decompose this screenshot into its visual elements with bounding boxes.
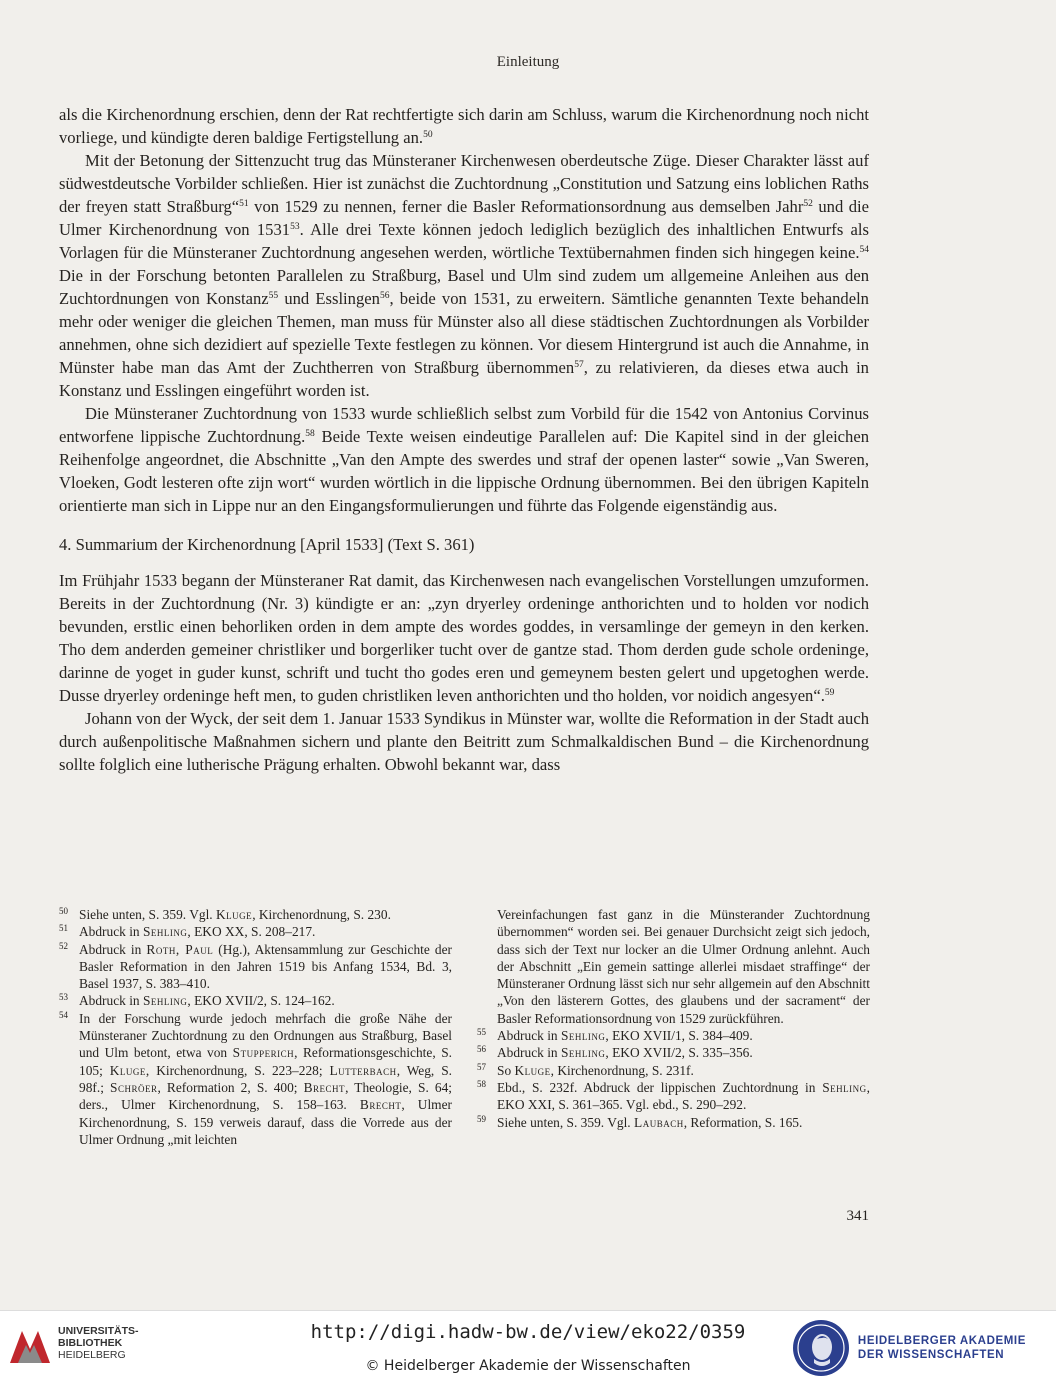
ub-logo-line: UNIVERSITÄTS- [58, 1325, 139, 1337]
author-name: Schröer [110, 1079, 158, 1095]
section-heading: 4. Summarium der Kirchenordnung [April 1533] (Text S. 361) [59, 535, 475, 554]
footnote [477, 1114, 870, 1131]
author-name: Sehling [560, 1045, 606, 1061]
paragraph-text: und Esslingen [278, 289, 380, 308]
footnote-text: , EKO XVII/1, S. 384–409. [605, 1028, 753, 1044]
footnote-ref[interactable]: 53 [290, 222, 300, 232]
footnote-number: 54 [59, 1009, 68, 1020]
footnote-ref[interactable]: 59 [824, 688, 835, 698]
author-name: Brecht [359, 1097, 402, 1113]
footnote [59, 923, 452, 940]
footnote-text: , Reformation, S. 165. [683, 1114, 803, 1130]
hadw-logo[interactable] [792, 1319, 1026, 1377]
footnote-text: , Kirchenordnung, S. 231f. [550, 1062, 694, 1078]
paragraph-text: Im Frühjahr 1533 begann der Münsteraner Rat damit, das Kirchenwesen nach evangelischen Vorstellungen umzuformen. Bereits in der Zuchtordnung (Nr. 3) kündigte er an: „zyn dryerley ordeninge anthorichten und to holden vor nodich bevunden, erstlic einen behorliken orden in dem ampte des wordes goddes, in versamlinge der gemeyn in den kerken. Tho dem anderden gemeiner christliker und borgerliker tucht over de gantze stad. Thom derden gude schole ordeninge, darinne de yoget in guder kunst, schrift und tucht tho godes eren und gemeynem besten gelert und upgetoghen werde. Dusse dryerley ordeninge heft men, to guden christliken leven anthorichten und tho holden, vor noidich angesyen“. [59, 571, 869, 705]
footnote-text: , Weg, S. 98f.; [79, 1062, 453, 1095]
footnote-number: 59 [477, 1113, 486, 1124]
author-name: Sehling [142, 993, 188, 1009]
footnote-number: 57 [477, 1061, 486, 1072]
footnote-text: Abdruck in [497, 1045, 561, 1061]
footnotes [59, 906, 870, 1148]
copyright-notice: © Heidelberger Akademie der Wissenschaften [365, 1358, 691, 1374]
paragraph [59, 402, 869, 517]
footnote-column-left [59, 906, 452, 1148]
footnote-column-right [477, 906, 870, 1148]
ub-logo-line: HEIDELBERG [58, 1349, 126, 1361]
paragraph [59, 149, 869, 402]
paragraph-text: . Alle drei Texte können jedoch lediglich bezüglich des inhaltlichen Entwurfs als Vorlagen für die Münsteraner Zuchtordnung angesehen werden, wörtliche Textübernahmen finden sich hingegen keine. [59, 220, 869, 262]
footnote [59, 906, 452, 923]
footnote-number: 55 [477, 1027, 486, 1038]
footnote [59, 992, 452, 1009]
footnote [477, 1027, 870, 1044]
ub-logo-line: BIBLIOTHEK [58, 1337, 123, 1349]
footnote-text: Abdruck in [79, 924, 143, 940]
running-title: Einleitung [496, 54, 560, 70]
footnote [477, 1044, 870, 1061]
footnote-ref[interactable]: 54 [859, 245, 869, 255]
paragraph-text: , zu relativieren, da dieses etwa auch in Konstanz und Esslingen eingeführt worden ist. [59, 358, 869, 400]
footnote-text: Abdruck in [79, 941, 147, 957]
page-number: 341 [846, 1208, 869, 1224]
footnote-text: , EKO XX, S. 208–217. [187, 924, 316, 940]
viewer-footer [0, 1310, 1056, 1391]
footnote [59, 941, 452, 993]
paragraph-text: Die Münsteraner Zuchtordnung von 1533 wurde schließlich selbst zum Vorbild für die 1542 von Antonius Corvinus entworfene lippische Zuchtordnung. [59, 404, 869, 446]
paragraph-text: Johann von der Wyck, der seit dem 1. Januar 1533 Syndikus in Münster war, wollte die Reformation in der Stadt auch durch außenpolitische Maßnahmen sichern und plante den Beitritt zum Schmalkaldischen Bund – die Kirchenordnung sollte folglich eine lutherische Prägung erhalten. Obwohl bekannt war, dass [59, 709, 869, 774]
footnote-text: , Reformationsgeschichte, S. 105; [79, 1045, 453, 1078]
paragraph-text: , beide von 1531, zu erweitern. Sämtliche genannten Texte behandeln mehr oder weniger die gleichen Themen, man muss für Münster also all diese städtischen Zuchtordnungen als Vorbilder annehmen, ohne sich dezidiert auf spezielle Texte festlegen zu können. Vor diesem Hintergrund ist auch die Annahme, in Münster habe man das Amt der Zuchtherren von Straßburg übernommen [59, 289, 869, 377]
main-text [59, 103, 869, 776]
footnote-number: 50 [59, 906, 68, 916]
author-name: Laubach [634, 1114, 684, 1130]
paragraph [59, 569, 869, 707]
footnote-ref[interactable]: 51 [239, 199, 249, 209]
permalink-url[interactable]: http://digi.hadw-bw.de/view/eko22/0359 [310, 1321, 746, 1343]
footnote-number: 56 [477, 1044, 486, 1055]
academy-seal-icon [792, 1319, 850, 1377]
footnote-ref[interactable]: 52 [803, 199, 813, 209]
footnote-text: , Ulmer Kirchenordnung, S. 159 verweis darauf, dass die Vorrede aus der Ulmer Ordnung „mit leichten [79, 1097, 452, 1147]
hadw-logo-line: DER WISSENSCHAFTEN [857, 1349, 1005, 1361]
footnote [477, 1062, 870, 1079]
footnote [477, 1079, 870, 1114]
author-name: Stupperich [232, 1045, 295, 1061]
paragraph [59, 707, 869, 776]
paragraph-text: und die Ulmer Kirchenordnung von 1531 [59, 197, 869, 239]
footnote-text: In der Forschung wurde jedoch mehrfach die große Nähe der Münsteraner Zuchtordnung zu den Ordnungen aus Straßburg, Basel und Ulm betont, etwa von [79, 1010, 452, 1061]
footnote [59, 1010, 452, 1148]
footnote-ref[interactable]: 58 [305, 429, 315, 439]
footnote-text: , EKO XVII/2, S. 335–356. [605, 1045, 753, 1061]
author-name: Sehling [142, 924, 188, 940]
footnote-number: 53 [59, 992, 68, 1003]
footnote-text: Ebd., S. 232f. Abdruck der lippischen Zuchtordnung in [497, 1079, 823, 1095]
footnote-text: Vereinfachungen fast ganz in die Münsterander Zuchtordnung übernommen“ worden sei. Bei genauer Durchsicht zeigt sich jedoch, dass sich der Text nur locker an die Ulmer Ordnung anlehnt. Auch der Abschnitt „Ein gemein sattinge allerlei misdaet straffinge“ der Münsteraner Ordnung lässt sich nur sehr allgemein auf den Abschnitt „Von den lästerern Gottes, des glaubens und der sacrament“ der Basler Reformationsordnung von 1529 zurückführen. [497, 907, 870, 1026]
footnote-text: So [497, 1062, 515, 1078]
author-name: Kluge [514, 1062, 551, 1078]
footnote-ref[interactable]: 50 [423, 130, 433, 140]
footnote-text: Abdruck in [79, 993, 143, 1009]
footnote-text: Siehe unten, S. 359. Vgl. [79, 907, 217, 922]
footnote-continuation [477, 906, 870, 1027]
author-name: Lutterbach [329, 1062, 397, 1078]
author-name: Kluge [216, 907, 253, 922]
footnote-ref[interactable]: 56 [379, 291, 390, 301]
paragraph-text: Beide Texte weisen eindeutige Parallelen auf: Die Kapitel sind in der gleichen Reihenfolge angeordnet, die Abschnitte „Van den Ampte des swerdes und straf der openen laster“ sowie „Van Sweren, Vloeken, Godt lesteren ofte zijn wort“ wurden wörtlich in die lippische Ordnung übernommen. Bei den übrigen Kapiteln orientierte man sich in Lippe nur an den Eingangsformulierungen und führte das Folgende eigenständig aus. [59, 427, 869, 515]
paragraph-text: als die Kirchenordnung erschien, denn der Rat rechtfertigte sich darin am Schluss, warum die Kirchenordnung noch nicht vorliege, und kündigte deren baldige Fertigstellung an. [59, 105, 869, 147]
paragraph-text: von 1529 zu nennen, ferner die Basler Reformationsordnung aus demselben Jahr [248, 197, 804, 216]
footnote-text: , Theologie, S. 64; ders., Ulmer Kirchenordnung, S. 158–163. [79, 1079, 452, 1113]
footnote-text: , Reformation 2, S. 400; [157, 1079, 304, 1095]
footnote-text: , EKO XVII/2, S. 124–162. [187, 993, 335, 1009]
hadw-logo-line: HEIDELBERGER AKADEMIE [857, 1335, 1026, 1347]
author-name: Sehling [560, 1028, 606, 1044]
footnote-number: 51 [59, 923, 68, 934]
footnote-text: , Kirchenordnung, S. 230. [252, 907, 391, 922]
author-name: Roth, Paul [146, 941, 214, 957]
paragraph-text: Mit der Betonung der Sittenzucht trug das Münsteraner Kirchenwesen oberdeutsche Züge. Dieser Charakter lässt auf südwestdeutsche Vorbilder schließen. Hier ist zunächst die Zuchtordnung „Constitution und Satzung eins loblichen Raths der freyen statt Straßburg“ [59, 151, 869, 216]
author-name: Kluge [109, 1062, 146, 1078]
footnote-number: 58 [477, 1078, 486, 1089]
author-name: Brecht [303, 1079, 346, 1095]
footnote-text: (Hg.), Aktensammlung zur Geschichte der Basler Reformation in den Jahren 1519 bis Anfang 1534, Bd. 3, Basel 1937, S. 383–410. [79, 941, 452, 992]
author-name: Sehling [822, 1079, 867, 1095]
hadw-logo-text [858, 1334, 1026, 1362]
paragraph [59, 103, 869, 149]
footnote-ref[interactable]: 55 [268, 291, 279, 301]
footnote-ref[interactable]: 57 [574, 360, 584, 370]
footnote-number: 52 [59, 940, 68, 951]
footnote-text: , Kirchenordnung, S. 223–228; [145, 1062, 330, 1078]
paragraph-text: Die in der Forschung betonten Parallelen zu Straßburg, Basel und Ulm sind zudem um allgemeine Anleihen aus den Zuchtordnungen von Konstanz [59, 266, 869, 308]
footnote-text: , EKO XXI, S. 361–365. Vgl. ebd., S. 290–292. [497, 1079, 870, 1113]
footnote-text: Siehe unten, S. 359. Vgl. [497, 1114, 635, 1130]
footnote-indent [477, 905, 497, 1026]
footnote-text: Abdruck in [497, 1028, 561, 1044]
